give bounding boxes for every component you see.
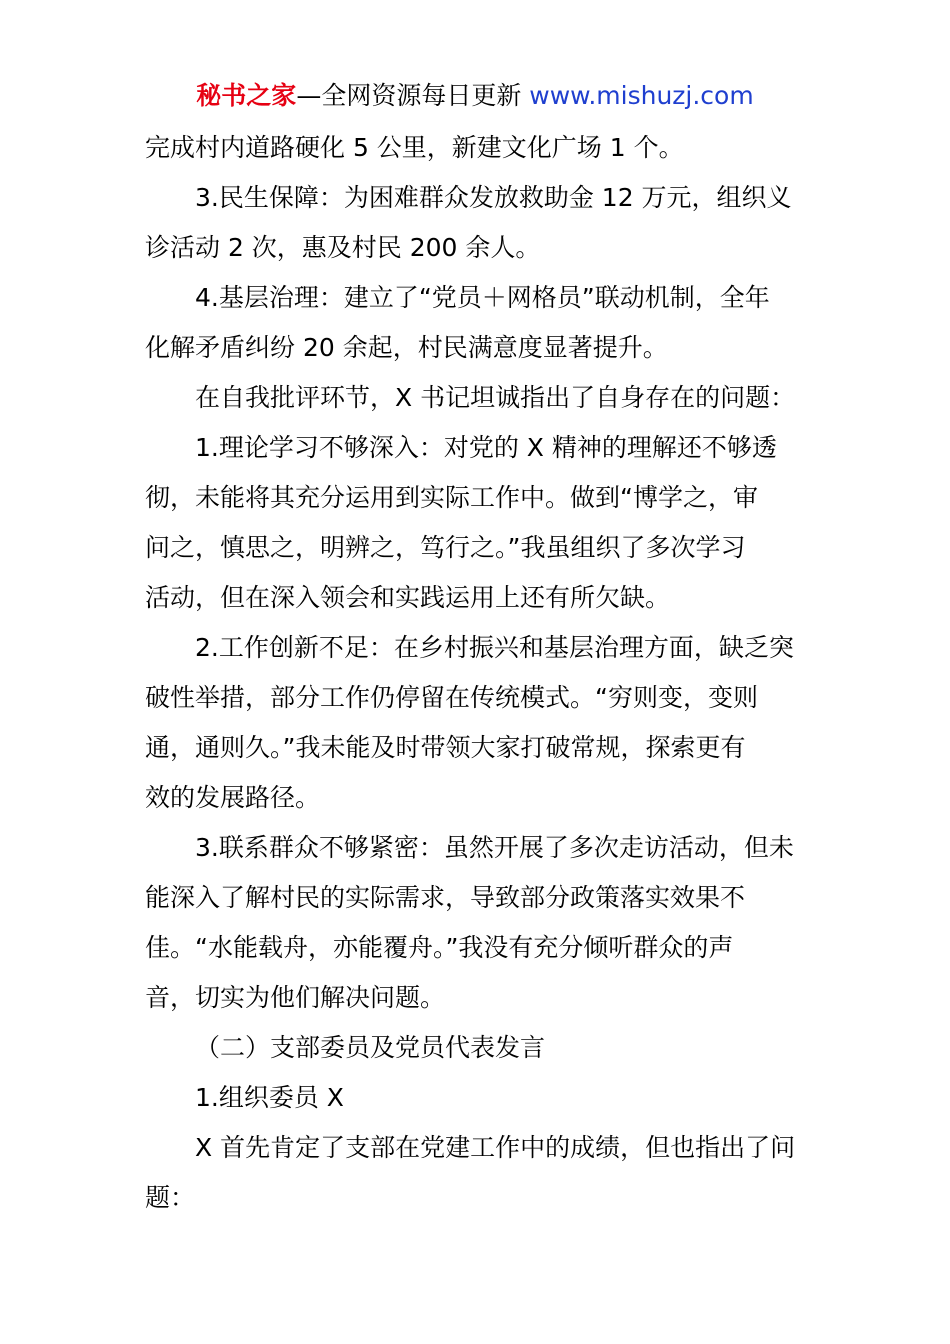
text-line: 4.基层治理：建立了“党员＋网格员”联动机制，全年 [195, 283, 770, 312]
text-line: 破性举措，部分工作仍停留在传统模式。“穷则变，变则 [145, 683, 758, 712]
text-line: 诊活动 2 次，惠及村民 200 余人。 [145, 233, 541, 262]
text-line: 2.工作创新不足：在乡村振兴和基层治理方面，缺乏突 [195, 633, 794, 662]
text-line: 活动，但在深入领会和实践运用上还有所欠缺。 [145, 583, 671, 612]
text-line: 彻，未能将其充分运用到实际工作中。做到“博学之，审 [145, 483, 758, 512]
site-brand: 秘书之家 [196, 81, 297, 110]
text-line: 佳。“水能载舟，亦能覆舟。”我没有充分倾听群众的声 [145, 933, 734, 962]
text-line: 完成村内道路硬化 5 公里，新建文化广场 1 个。 [145, 133, 684, 162]
text-line: 题： [145, 1183, 196, 1212]
text-line: 通，通则久。”我未能及时带领大家打破常规，探索更有 [145, 733, 746, 762]
text-line: 音，切实为他们解决问题。 [145, 983, 446, 1012]
text-line: 3.民生保障：为困难群众发放救助金 12 万元，组织义 [195, 183, 792, 212]
text-line: 效的发展路径。 [145, 783, 321, 812]
document-body [145, 123, 810, 1223]
text-line: 能深入了解村民的实际需求，导致部分政策落实效果不 [145, 883, 746, 912]
page-header [0, 80, 950, 112]
text-line: 问之，慎思之，明辨之，笃行之。”我虽组织了多次学习 [145, 533, 746, 562]
text-line: 1.理论学习不够深入：对党的 X 精神的理解还不够透 [195, 433, 777, 462]
text-line: X 首先肯定了支部在党建工作中的成绩，但也指出了问 [195, 1133, 796, 1162]
section-heading: （二）支部委员及党员代表发言 [195, 1033, 546, 1062]
text-line: 化解矛盾纠纷 20 余起，村民满意度显著提升。 [145, 333, 668, 362]
subsection-heading: 1.组织委员 X [195, 1083, 344, 1112]
site-tagline: —全网资源每日更新 [296, 81, 522, 110]
text-line: 3.联系群众不够紧密：虽然开展了多次走访活动，但未 [195, 833, 794, 862]
text-line: 在自我批评环节，X 书记坦诚指出了自身存在的问题： [195, 383, 796, 412]
site-url-link[interactable]: www.mishuzj.com [529, 81, 754, 110]
